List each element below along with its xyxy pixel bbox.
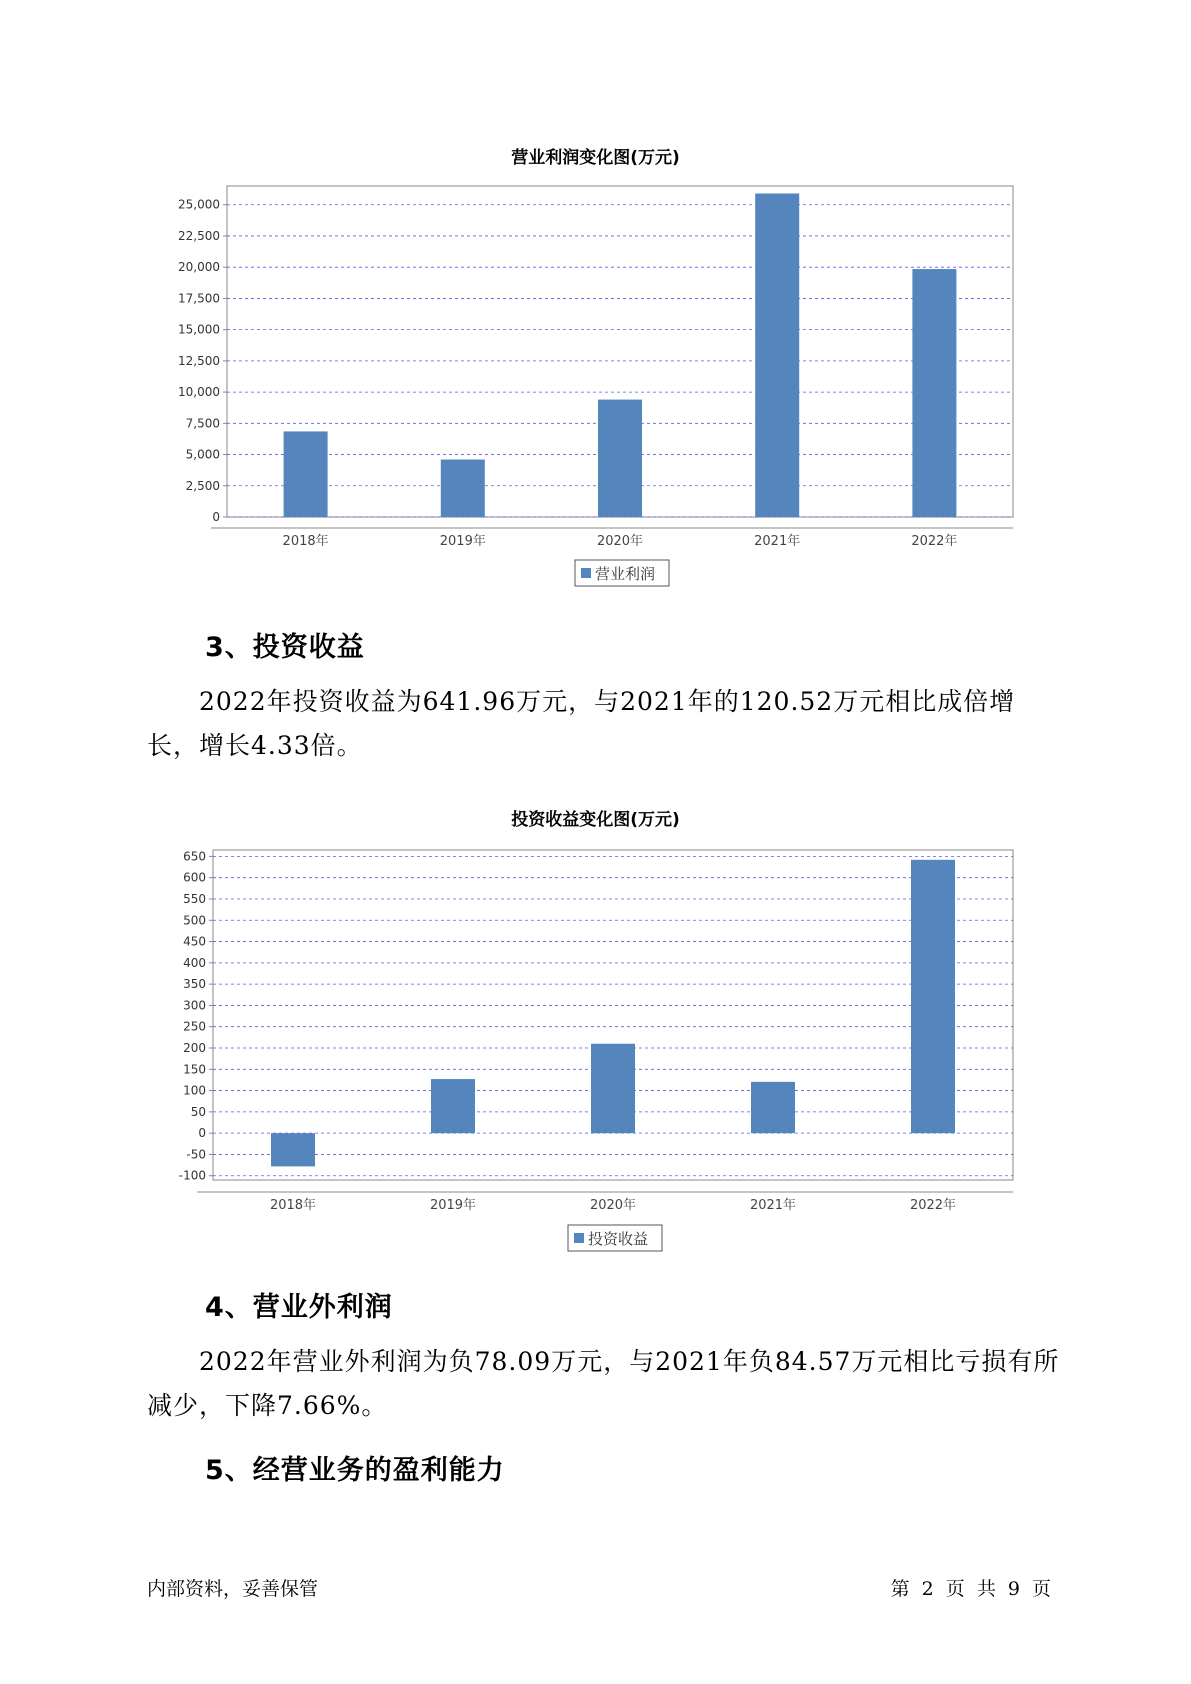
x-tick-label: 2022年: [909, 1198, 957, 1213]
bar: [755, 193, 799, 517]
bar: [598, 400, 642, 517]
investment-income-chart: [0, 822, 1191, 1252]
y-tick-label: 500: [183, 913, 206, 928]
bar: [431, 1079, 475, 1133]
y-tick-label: -50: [186, 1147, 206, 1162]
y-tick-label: 5,000: [185, 447, 220, 462]
y-tick-label: 10,000: [178, 385, 220, 400]
bar: [751, 1082, 795, 1133]
y-tick-label: 550: [183, 891, 206, 906]
y-tick-label: -100: [178, 1168, 206, 1183]
bar: [284, 431, 328, 517]
footer-confidential-note: 内部资料，妥善保管: [147, 1578, 319, 1600]
legend-label: 投资收益: [588, 1230, 649, 1248]
x-tick-label: 2019年: [429, 1198, 477, 1213]
x-tick-label: 2018年: [282, 534, 329, 549]
y-tick-label: 20,000: [178, 260, 220, 275]
x-tick-label: 2020年: [589, 1198, 637, 1213]
bar: [911, 860, 955, 1133]
y-tick-label: 22,500: [178, 228, 220, 243]
y-tick-label: 650: [183, 849, 206, 864]
y-tick-label: 7,500: [185, 416, 220, 431]
x-tick-label: 2021年: [749, 1198, 797, 1213]
y-tick-label: 0: [212, 510, 220, 524]
y-tick-label: 300: [183, 998, 206, 1013]
y-tick-label: 17,500: [178, 291, 220, 306]
legend-label: 营业利润: [595, 565, 656, 583]
y-tick-label: 150: [183, 1062, 206, 1077]
y-tick-label: 2,500: [185, 478, 220, 493]
y-tick-label: 250: [183, 1019, 206, 1034]
y-tick-label: 100: [183, 1083, 206, 1098]
x-tick-label: 2020年: [596, 534, 644, 549]
bar: [271, 1133, 315, 1166]
legend-swatch: [581, 568, 591, 578]
y-tick-label: 400: [183, 955, 206, 970]
operating-profit-chart: [0, 160, 1191, 600]
section-4-paragraph: 2022年营业外利润为负78.09万元，与2021年负84.57万元相比亏损有所减少，下降7.66%。: [147, 1347, 1060, 1420]
section-4-heading: 4、营业外利润: [205, 1292, 393, 1323]
y-tick-label: 12,500: [178, 353, 220, 368]
y-tick-label: 600: [183, 870, 206, 885]
x-tick-label: 2019年: [439, 534, 486, 549]
chart2-title: 投资收益变化图(万元): [511, 810, 680, 830]
bar: [912, 269, 956, 517]
footer-page-number: 第 2 页 共 9 页: [890, 1578, 1051, 1600]
section-3-paragraph: 2022年投资收益为641.96万元，与2021年的120.52万元相比成倍增长，增长4.33倍。: [147, 687, 1016, 760]
y-tick-label: 15,000: [178, 322, 220, 337]
chart1-title: 营业利润变化图(万元): [511, 148, 680, 168]
y-tick-label: 450: [183, 934, 206, 949]
section-3-heading: 3、投资收益: [205, 632, 365, 663]
y-tick-label: 0: [198, 1126, 206, 1141]
legend-swatch: [574, 1233, 584, 1243]
x-tick-label: 2022年: [911, 534, 958, 549]
y-tick-label: 350: [183, 977, 206, 992]
y-tick-label: 25,000: [178, 197, 220, 212]
x-tick-label: 2021年: [754, 534, 801, 549]
bar: [591, 1044, 635, 1133]
y-tick-label: 200: [183, 1041, 206, 1055]
y-tick-label: 50: [190, 1104, 206, 1119]
section-5-heading: 5、经营业务的盈利能力: [205, 1455, 505, 1486]
bar: [441, 460, 485, 517]
x-tick-label: 2018年: [269, 1198, 317, 1213]
